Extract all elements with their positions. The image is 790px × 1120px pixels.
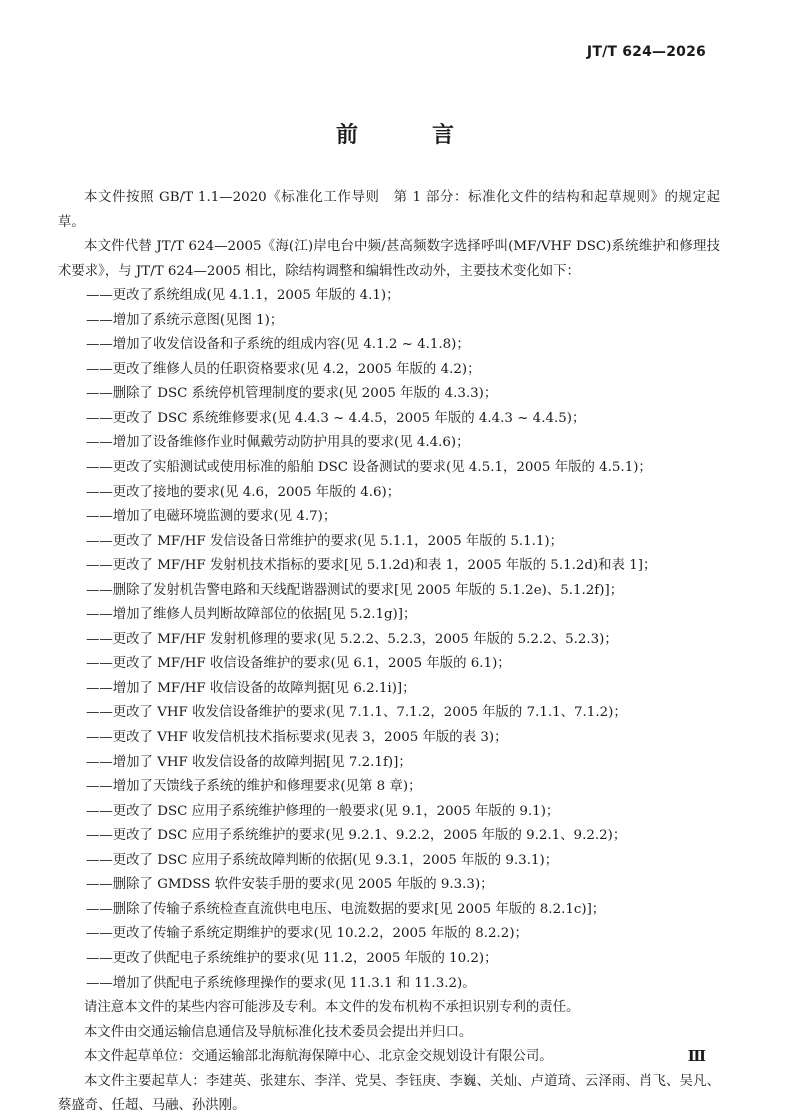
change-item: ——删除了 DSC 系统停机管理制度的要求(见 2005 年版的 4.3.3)； [86, 386, 498, 402]
change-item: ——增加了收发信设备和子系统的组成内容(见 4.1.2 ~ 4.1.8)； [86, 337, 470, 353]
change-item: ——增加了 MF/HF 收信设备的故障判据[见 6.2.1i)]； [86, 680, 416, 696]
change-item: ——更改了 DSC 应用子系统维护修理的一般要求(见 9.1，2005 年版的 9.1)； [86, 803, 560, 819]
proposer-statement: 本文件由交通运输信息通信及导航标准化技术委员会提出并归口。 [84, 1024, 473, 1040]
drafting-units: 本文件起草单位：交通运输部北海航海保障中心、北京金交规划设计有限公司。 [84, 1049, 553, 1065]
change-item: ——更改了 MF/HF 收信设备维护的要求(见 6.1，2005 年版的 6.1)； [86, 656, 511, 672]
change-item: ——增加了电磁环境监测的要求(见 4.7)； [86, 509, 337, 525]
change-item: ——增加了供配电子系统修理操作的要求(见 11.3.1 和 11.3.2)。 [86, 975, 476, 991]
change-item: ——增加了天馈线子系统的维护和修理要求(见第 8 章)； [86, 779, 422, 795]
change-item: ——更改了系统组成(见 4.1.1，2005 年版的 4.1)； [86, 288, 400, 304]
change-item: ——更改了供配电子系统维护的要求(见 11.2，2005 年版的 10.2)； [86, 950, 498, 966]
patent-notice: 请注意本文件的某些内容可能涉及专利。本文件的发布机构不承担识别专利的责任。 [84, 1000, 580, 1016]
change-item: ——更改了 MF/HF 发射机修理的要求(见 5.2.2、5.2.3，2005 年版的 5.2.2、5.2.3)； [86, 631, 618, 647]
change-item: ——更改了 DSC 应用子系统故障判断的依据(见 9.3.1，2005 年版的 9.3.1)； [86, 852, 559, 868]
change-item: ——更改了 VHF 收发信设备维护的要求(见 7.1.1、7.1.2，2005 年版的 7.1.1、7.1.2)； [86, 705, 627, 721]
change-item: ——删除了发射机告警电路和天线配谐器测试的要求[见 2005 年版的 5.1.2e)、5.1.2f)]； [86, 582, 624, 598]
change-list [58, 284, 720, 996]
change-item: ——增加了 VHF 收发信设备的故障判据[见 7.2.1f)]； [86, 754, 412, 770]
change-item: ——更改了 MF/HF 发射机技术指标的要求[见 5.1.2d)和表 1，2005 年版的 5.1.2d)和表 1]； [86, 558, 657, 574]
change-item: ——更改了 DSC 系统维修要求(见 4.4.3 ~ 4.4.5，2005 年版的 4.4.3 ~ 4.4.5)； [86, 410, 586, 426]
change-item: ——更改了 VHF 收发信机技术指标要求(见表 3，2005 年版的表 3)； [86, 730, 508, 746]
change-item: ——删除了 GMDSS 软件安装手册的要求(见 2005 年版的 9.3.3)； [86, 877, 494, 893]
change-item: ——更改了维修人员的任职资格要求(见 4.2，2005 年版的 4.2)； [86, 361, 481, 377]
change-item: ——更改了传输子系统定期维护的要求(见 10.2.2，2005 年版的 8.2.2)； [86, 926, 528, 942]
change-item: ——增加了维修人员判断故障部位的依据[见 5.2.1g)]； [86, 607, 417, 623]
change-item: ——更改了 DSC 应用子系统维护的要求(见 9.2.1、9.2.2，2005 年版的 9.2.1、9.2.2)； [86, 828, 627, 844]
page-number: Ⅲ [687, 1047, 706, 1065]
change-item: ——删除了传输子系统检查直流供电电压、电流数据的要求[见 2005 年版的 8.2.1c)]； [86, 901, 606, 917]
change-item: ——更改了 MF/HF 发信设备日常维护的要求(见 5.1.1，2005 年版的 5.1.1)； [86, 533, 564, 549]
change-item: ——更改了接地的要求(见 4.6，2005 年版的 4.6)； [86, 484, 401, 500]
document-code: JT/T 624—2026 [586, 44, 706, 60]
change-item: ——增加了设备维修作业时佩戴劳动防护用具的要求(见 4.4.6)； [86, 435, 470, 451]
intro-paragraph: 本文件按照 GB/T 1.1—2020《标准化工作导则 第 1 部分：标准化文件的结构和起草规则》的规定起草。 [58, 190, 720, 230]
change-item: ——更改了实船测试或使用标准的船舶 DSC 设备测试的要求(见 4.5.1，2005 年版的 4.5.1)； [86, 460, 652, 476]
drafters: 本文件主要起草人：李建英、张建东、李洋、党昊、李钰庚、李巍、关灿、卢道琦、云泽雨、肖飞、吴凡、蔡盛奇、任超、马融、孙洪刚。 [58, 1073, 720, 1114]
intro-paragraph: 本文件代替 JT/T 624—2005《海(江)岸电台中频/甚高频数字选择呼叫(MF/VHF DSC)系统维护和修理技术要求》，与 JT/T 624—2005 相比，除结构调整和编辑性改动外，主要技术变化如下： [58, 239, 720, 279]
page-title: 前 言 [335, 123, 480, 148]
foreword-body [58, 186, 720, 1119]
change-item: ——增加了系统示意图(见图 1)； [86, 312, 284, 328]
